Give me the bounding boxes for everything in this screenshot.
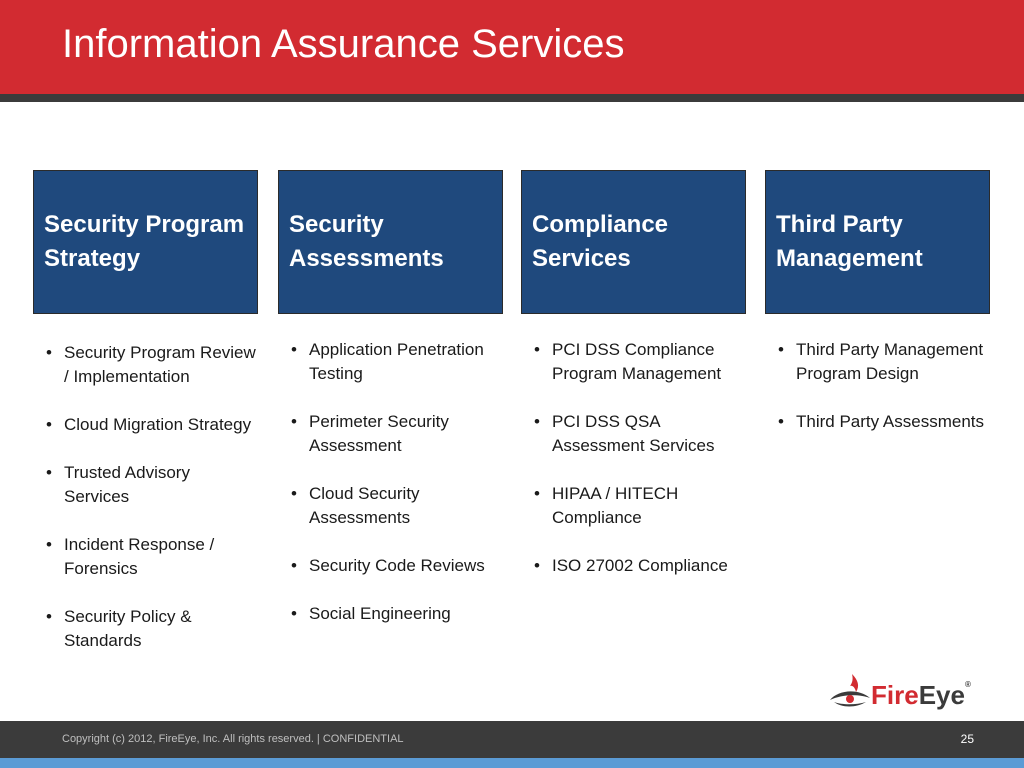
list-item-text: Cloud Migration Strategy [64,415,252,434]
bullet-icon: • [534,556,540,575]
list-item-text: Security Program Review / Implementation [64,343,256,386]
bullet-icon: • [534,412,540,431]
bullet-icon: • [46,535,52,554]
bullet-icon: • [534,340,540,359]
header-stripe [0,94,1024,102]
list-item-text: Incident Response / Forensics [64,535,215,578]
list-item-text: Social Engineering [309,604,451,623]
list-item [289,482,504,530]
bullet-icon: • [291,484,297,503]
list-item-text: Security Policy & Standards [64,607,192,650]
list-item [44,605,259,653]
list-item-text: Cloud Security Assessments [309,484,420,527]
list-item [289,410,504,458]
list-item-text: Third Party Management Program Design [796,340,984,383]
list-item-text: PCI DSS Compliance Program Management [552,340,722,383]
bullet-list-compliance-services [532,338,747,602]
column-heading-label: Compliance Services [532,211,669,272]
fireeye-logo [828,672,988,714]
list-item-text: HIPAA / HITECH Compliance [552,484,679,527]
list-item-text: Trusted Advisory Services [64,463,190,506]
list-item [532,554,747,578]
footer-stripe [0,758,1024,768]
bullet-icon: • [534,484,540,503]
column-heading-security-assessments [278,170,503,314]
bullet-list-security-program-strategy [44,341,259,677]
bullet-icon: • [291,412,297,431]
logo-eye-text: Eye [918,680,965,710]
column-heading-compliance-services [521,170,746,314]
bullet-icon: • [46,343,52,362]
header-bar [0,0,1024,94]
list-item [532,338,747,386]
logo-trademark: ® [964,680,971,689]
list-item-text: ISO 27002 Compliance [552,556,728,575]
flame-eye-icon [828,672,872,714]
list-item [44,341,259,389]
logo-fire-text: Fire [871,680,919,710]
list-item [532,410,747,458]
logo-wordmark [871,680,971,711]
bullet-icon: • [291,340,297,359]
bullet-list-third-party-management [776,338,991,458]
footer-bar [0,721,1024,758]
copyright-text: Copyright (c) 2012, FireEye, Inc. All rights reserved. | CONFIDENTIAL [62,733,404,745]
list-item-text: Security Code Reviews [309,556,485,575]
list-item [44,533,259,581]
bullet-icon: • [291,604,297,623]
bullet-icon: • [291,556,297,575]
list-item [776,410,991,434]
list-item [776,338,991,386]
bullet-icon: • [778,412,784,431]
bullet-icon: • [46,415,52,434]
slide-title: Information Assurance Services [62,22,625,66]
column-heading-label: Security Assessments [289,211,444,272]
list-item [532,482,747,530]
column-heading-security-program-strategy [33,170,258,314]
page-number: 25 [960,732,974,746]
list-item [289,338,504,386]
list-item-text: Perimeter Security Assessment [309,412,449,455]
list-item [44,461,259,509]
bullet-icon: • [46,607,52,626]
column-heading-label: Third Party Management [776,211,923,272]
column-heading-third-party-management [765,170,990,314]
list-item [289,554,504,578]
bullet-icon: • [46,463,52,482]
list-item [44,413,259,437]
column-heading-label: Security Program Strategy [44,211,245,272]
bullet-list-security-assessments [289,338,504,650]
list-item [289,602,504,626]
list-item-text: Third Party Assessments [796,412,985,431]
list-item-text: Application Penetration Testing [309,340,484,383]
list-item-text: PCI DSS QSA Assessment Services [552,412,715,455]
bullet-icon: • [778,340,784,359]
